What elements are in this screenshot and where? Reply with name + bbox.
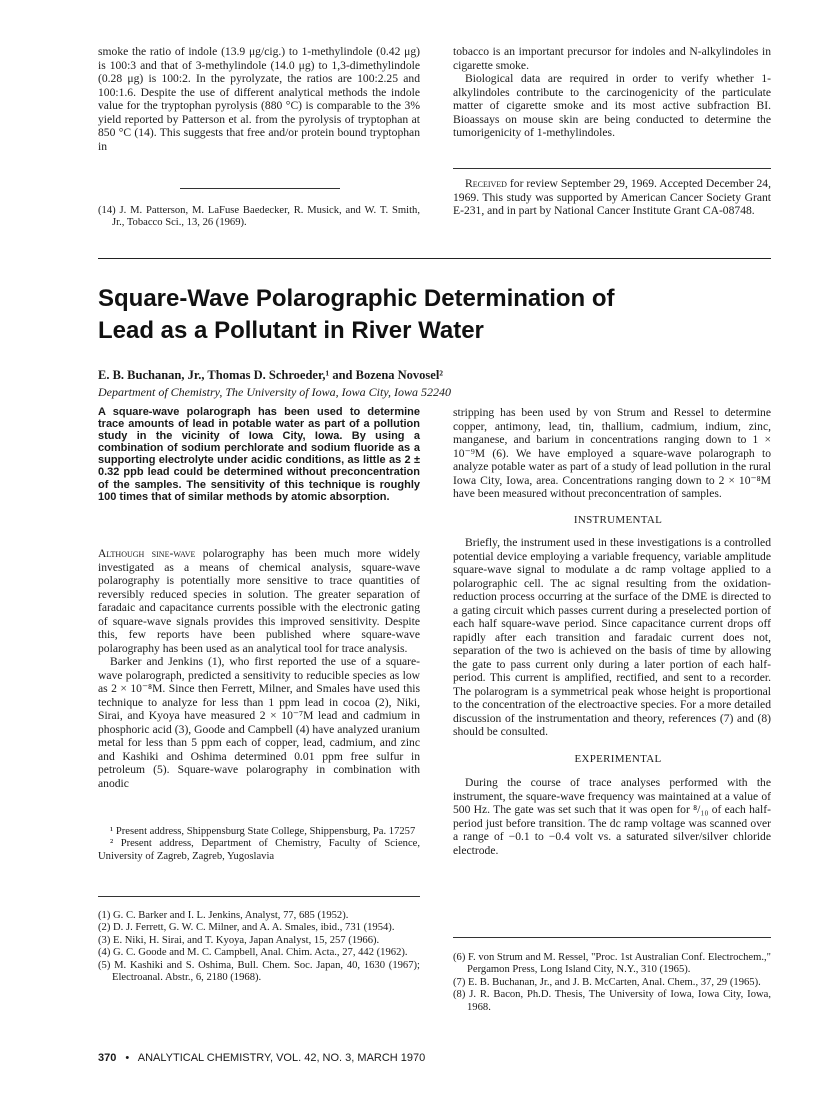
article-title-line-2: Lead as a Pollutant in River Water <box>98 317 484 344</box>
experimental-heading: EXPERIMENTAL <box>574 752 662 765</box>
article-authors: E. B. Buchanan, Jr., Thomas D. Schroeder,¹ and Bozena Novosel² <box>98 368 444 382</box>
stripping-paragraph: stripping has been used by von Strum and Ressel to determine copper, antimony, lead, tin, thallium, cadmium, indium, zinc, manganese, and barium in concentrations ranging down to 1 × 10⁻⁹M (6). We have employed a square-wave polarograph to analyze potable water as part of a study of lead pollution in the rural Iowa City, Iowa, area. Concentrations ranging down to 2 × 10⁻⁸M have been measured without preconcentration of samples. <box>453 406 771 500</box>
article-separator <box>98 258 771 259</box>
prev-article-left-column <box>98 45 420 153</box>
prev-article-text: smoke the ratio of indole (13.9 μg/cig.) to 1-methylindole (0.42 μg) is 100:3 and that of 3-methylindole (14.0 μg) to 1,3-dimethylindole (0.28 μg) is 100:2. In the pyrolyzate, the ratios are 100:2.25 and 100:1.6. Despite the use of different analytical methods the indole value for the tryptophan pyrolysis (880 °C) is comparable to the 3% yield reported by Patterson et al. from the pyrolysis of tryptophan at 850 °C (14). This suggests that free and/or protein bound tryptophan in <box>98 45 420 153</box>
intro-paragraph-1 <box>98 547 420 655</box>
reference-7: (7) E. B. Buchanan, Jr., and J. B. McCarten, Anal. Chem., 37, 29 (1965). <box>453 976 761 988</box>
right-references-divider <box>453 937 771 938</box>
received-text: for review September 29, 1969. Accepted December 24, 1969. This study was supported by American Cancer Society Grant E-231, and in part by National Cancer Institute Grant CA-08748. <box>453 177 771 217</box>
article-title-line-1: Square-Wave Polarographic Determination of <box>98 285 615 312</box>
footer-bullet: • <box>125 1052 130 1064</box>
reference-1: (1) G. C. Barker and I. L. Jenkins, Analyst, 77, 685 (1952). <box>98 910 349 921</box>
reference-5: (5) M. Kashiki and S. Oshima, Bull. Chem. Soc. Japan, 40, 1630 (1967); Electroanal. Abstr., 6, 2180 (1968). <box>98 959 420 984</box>
prev-article-footnote <box>98 205 420 230</box>
introduction-column <box>98 547 420 790</box>
page-number: 370 <box>98 1052 117 1064</box>
right-column-body <box>453 406 771 857</box>
left-references-divider <box>98 896 420 897</box>
prev-article-right-column <box>453 45 771 140</box>
footnote-divider <box>180 188 340 189</box>
article-affiliation: Department of Chemistry, The University of Iowa, Iowa City, Iowa 52240 <box>98 385 451 399</box>
reference-2: (2) D. J. Ferrett, G. W. C. Milner, and A. A. Smales, ibid., 731 (1954). <box>98 922 395 934</box>
journal-citation: ANALYTICAL CHEMISTRY, VOL. 42, NO. 3, MARCH 1970 <box>137 1052 426 1064</box>
experimental-paragraph: During the course of trace analyses performed with the instrument, the square-wave frequency was maintained at a value of 500 Hz. The gate was set such that it was open for ⁸/₁₀ of each half-period just before transition. The dc ramp voltage was scanned over a range of −0.1 to −0.4 volt vs. a saturated silver/silver chloride electrode. <box>453 776 771 857</box>
right-references <box>453 952 771 1014</box>
article-title <box>98 283 738 347</box>
intro-paragraph-2: Barker and Jenkins (1), who first reported the use of a square-wave polarograph, predicted a sensitivity to reducible species as low as 2 × 10⁻⁸M. Since then Ferrett, Milner, and Smales have used this technique to analyze for less than 1 ppm lead in cocoa (2), Niki, Sirai, and Kyoya have measured 2 × 10⁻⁷M lead and cadmium in phosphoric acid (3), Goode and Campbell (4) have analyzed uranium metal for less than 5 ppm each of copper, lead, cadmium, and zinc and Kashiki and Oshima determined 0.01 ppm free sulfur in petroleum (5). Square-wave polarography in combination with anodic <box>98 655 420 790</box>
instrumental-paragraph: Briefly, the instrument used in these investigations is a controlled potential device employing a variable frequency, variable amplitude square-wave signal to modulate a dc ramp voltage applied to a polarographic cell. The ac signal resulting from the oxidation-reduction process occurring at the surface of the DME is directed to a gating circuit which passes current during a preselected portion of each half square-wave period. Since capacitance current drops off rapidly after each transition and faradaic current does not, separation of the two is achieved on the basis of time by allowing the gate to pass current only during a later portion of each half-period. This current is amplified, rectified, and sent to a recorder. The polarogram is a symmetrical peak whose height is proportional to the concentration of the electroactive species. For a more detailed discussion of the instrumentation and theory, references (7) and (8) should be consulted. <box>453 536 771 738</box>
intro-text-1: polarography has been much more widely investigated as a means of chemical analysis, square-wave polarography is potentially more sensitive to trace quantities of reversibly reduced species in solution. The greater separation of faradaic and capacitance currents possible with the electronic gating of square-wave signals provides this improved sensitivity. Despite this, few reports have been published where square-wave polarography has been used as an analytical tool for trace analysis. <box>98 547 420 655</box>
reference-4: (4) G. C. Goode and M. C. Campbell, Anal. Chim. Acta., 27, 442 (1962). <box>98 947 408 959</box>
author-footnote-1: ¹ Present address, Shippensburg State College, Shippensburg, Pa. 17257 <box>110 826 416 837</box>
left-references <box>98 910 420 984</box>
received-divider <box>453 168 771 169</box>
reference-6: (6) F. von Strum and M. Ressel, "Proc. 1st Australian Conf. Electrochem.," Pergamon Press, Long Island City, N.Y., 310 (1965). <box>453 952 771 976</box>
prev-article-biological: Biological data are required in order to verify whether 1-alkylindoles contribute to the carcinogenicity of the particulate matter of cigarette smoke and its most active subfraction BI. Bioassays on mouse skin are being conducted to determine the tumorigenicity of 1-methylindoles. <box>453 72 771 139</box>
reference-3: (3) E. Niki, H. Sirai, and T. Kyoya, Japan Analyst, 15, 257 (1966). <box>98 934 380 946</box>
intro-lead: Although sine-wave <box>98 547 196 560</box>
received-label: Received <box>465 177 507 190</box>
reference-8: (8) J. R. Bacon, Ph.D. Thesis, The University of Iowa, Iowa City, Iowa, 1968. <box>453 989 771 1013</box>
article-abstract: A square-wave polarograph has been used to determine trace amounts of lead in potable water as part of a pollution study in the vicinity of Iowa City, Iowa. By using a combination of sodium perchlorate and sodium fluoride as a supporting electrolyte under acidic conditions, as little as 2 ± 0.32 ppb lead could be determined without preconcentration of the samples. The sensitivity of this technique is roughly 100 times that of similar methods by atomic absorption. <box>98 406 420 503</box>
author-footnotes <box>98 826 420 863</box>
page-footer <box>98 1052 425 1064</box>
instrumental-heading: INSTRUMENTAL <box>573 513 663 526</box>
reference-14: (14) J. M. Patterson, M. LaFuse Baedecker, R. Musick, and W. T. Smith, Jr., Tobacco Sci., 13, 26 (1969). <box>98 205 420 229</box>
author-footnote-2: ² Present address, Department of Chemistry, Faculty of Science, University of Zagreb, Zagreb, Yugoslavia <box>98 838 420 862</box>
received-note <box>453 177 771 218</box>
prev-article-conclusion: tobacco is an important precursor for indoles and N-alkylindoles in cigarette smoke. <box>453 45 771 72</box>
